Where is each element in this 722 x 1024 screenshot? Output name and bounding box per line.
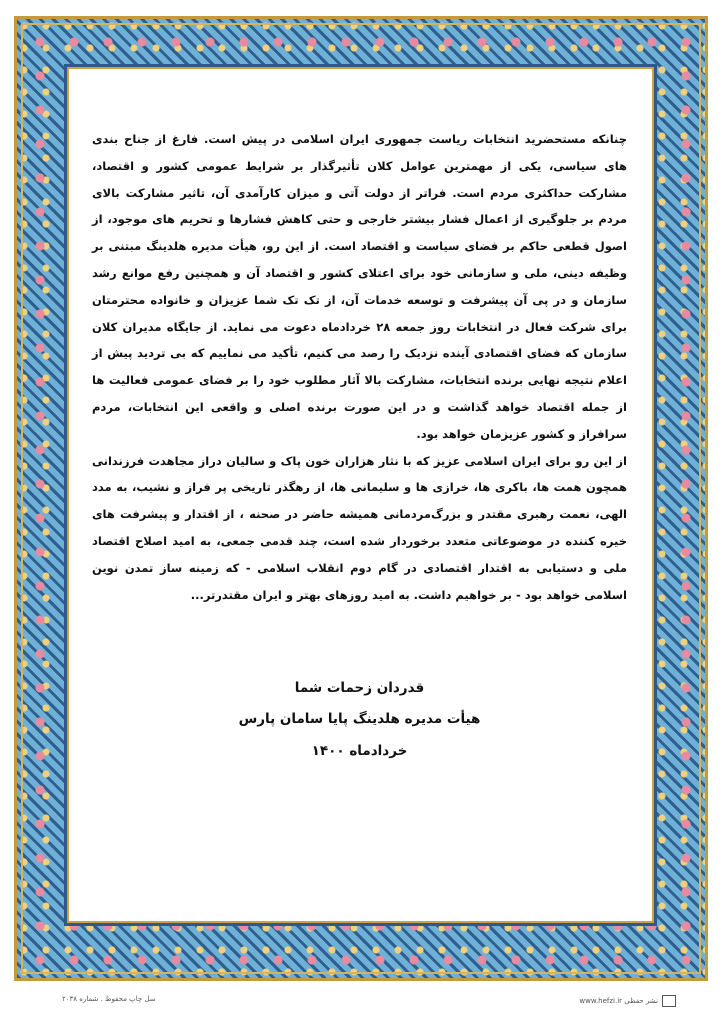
closing-line: قدردان زحمات شما [294,680,425,696]
publisher-logo-icon [662,995,676,1007]
footer-copyright: سل چاپ محفوظ . شماره ۲۰۳۸ [62,995,156,1003]
letter-body [92,126,627,608]
signatory-line: هیأت مدیره هلدینگ پایا سامان پارس [238,711,481,727]
footer-publisher [579,995,676,1007]
paragraph-1: چنانکه مستحضرید انتخابات ریاست جمهوری ایران اسلامی در پیش است. فارغ از جناح بندی های سیاسی، یکی از مهمترین عوامل کلان تأثیرگذار بر شرایط عمومی کشور و اقتصاد، مشارکت حداکثری مردم است. فراتر از دولت آتی و میزان کارآمدی آن، تاثیر مشارکت بالای مردم بر جلوگیری از اعمال فشار بیشتر خارجی و حتی کاهش فشارها و تحریم های موجود، از اصول قطعی حاکم بر فضای سیاست و اقتصاد است. از این رو، هیأت مدیره هلدینگ مبتنی بر وظیفه دینی، ملی و سازمانی خود برای اعتلای کشور و اقتصاد آن و همچنین رفع موانع رشد سازمان و در پی آن پیشرفت و توسعه خدمات آن، از تک تک شما عزیزان و خانواده محترمتان برای شرکت فعال در انتخابات روز جمعه ۲۸ خردادماه دعوت می نماید. از جایگاه مدیران کلان سازمان که فضای اقتصادی آینده نزدیک را رصد می کنیم، تأکید می نماییم که بی تردید پیش از اعلام نتیجه نهایی برنده انتخابات، مشارکت بالا آثار مطلوب خود را بر فضای عمومی فعالیت ها از جمله اقتصاد خواهد گذاشت و در این صورت برنده اصلی و واقعی این انتخابات، مردم سرافراز و کشور عزیزمان خواهد بود. [92,132,628,441]
paragraph-2: از این رو برای ایران اسلامی عزیز که با نثار هزاران خون پاک و سالیان دراز مجاهدت فرزندانی همچون همت ها، باکری ها، خرازی ها و سلیمانی ها، از رهگذر تاریخی پر فراز و نشیب، به مدد الهی، نعمت رهبری مقتدر و بزرگ‌مردمانی همیشه حاضر در صحنه ، از اقتدار و پیشرفت های خیره کننده در موضوعاتی متعدد برخوردار شده است، چند قدمی جمعی، به امید اصلاح اقتصاد ملی و دستیابی به اقتدار اقتصادی در گام دوم انقلاب اسلامی - که زمینه ساز تمدن نوین اسلامی خواهد بود - بر خواهیم داشت. به امید روزهای بهتر و ایران مقتدرتر... [92,453,627,602]
publisher-text: www.hefzi.ir نشر حفظی [579,997,658,1005]
date-line: خردادماه ۱۴۰۰ [311,743,408,759]
